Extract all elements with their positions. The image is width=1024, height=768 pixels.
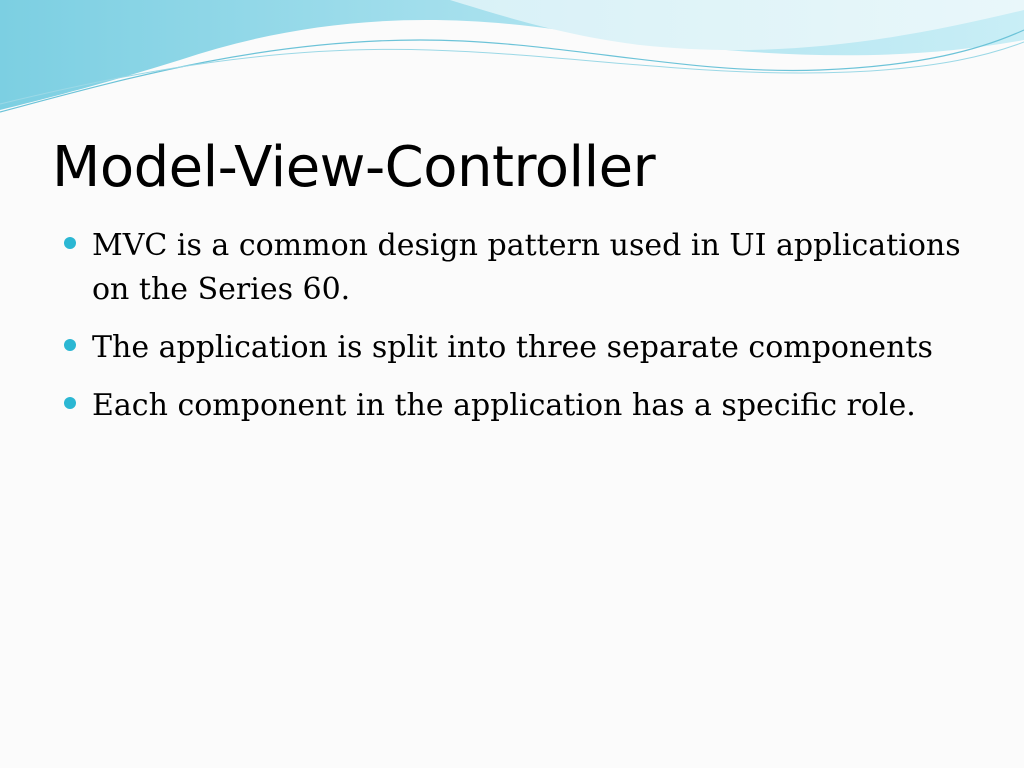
slide-title: Model-View-Controller [52,135,656,200]
bullet-dot-icon [64,339,76,351]
header-wave-decoration [0,0,1024,130]
bullet-text: The application is split into three separate components [92,330,933,365]
bullet-text: MVC is a common design pattern used in UI applications on the Series 60. [92,228,961,307]
bullet-dot-icon [64,397,76,409]
bullet-item [62,326,992,370]
bullet-list [62,224,992,442]
bullet-item [62,384,992,428]
bullet-dot-icon [64,237,76,249]
bullet-text: Each component in the application has a specific role. [92,388,916,423]
bullet-item [62,224,992,312]
